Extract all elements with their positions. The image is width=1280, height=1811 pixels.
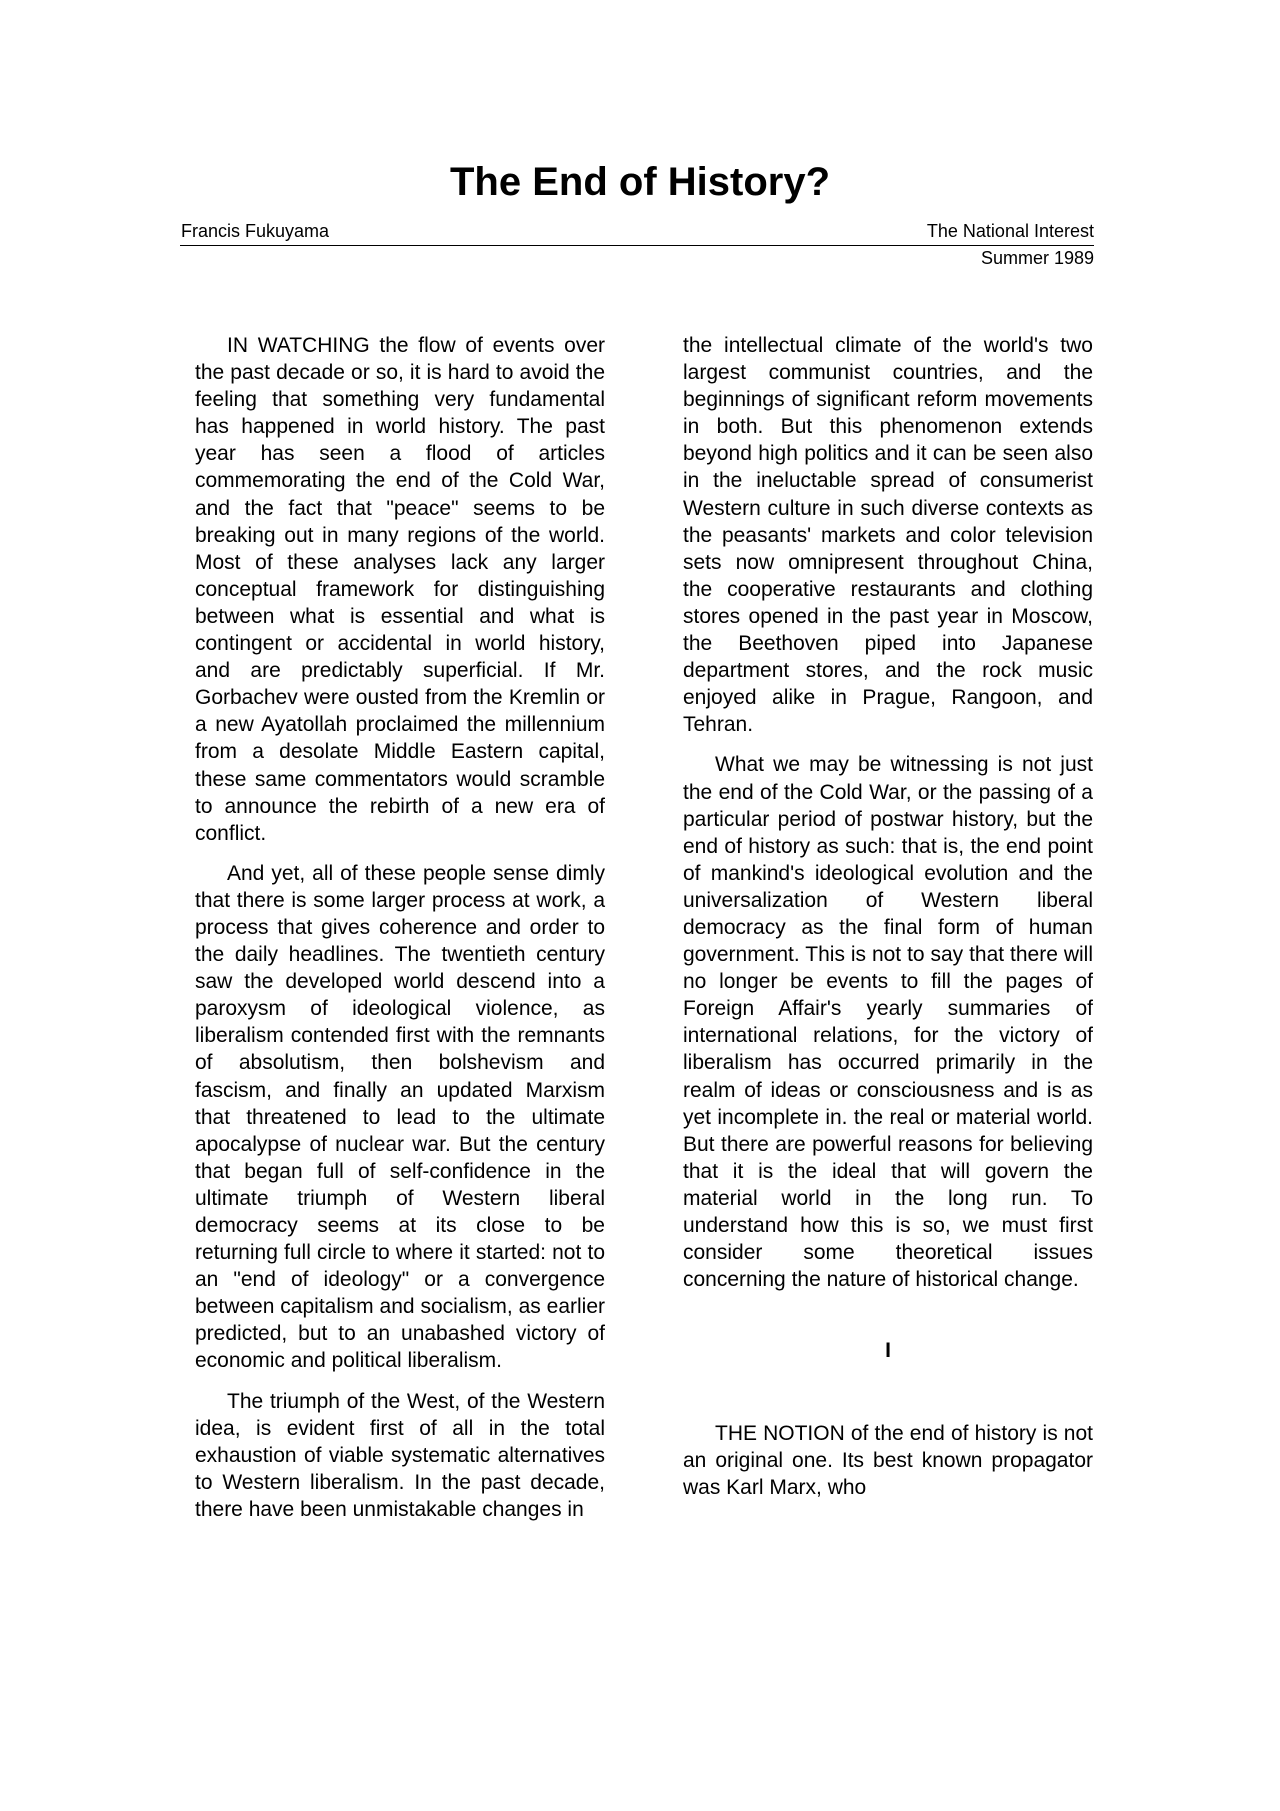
paragraph: What we may be witnessing is not just the end of the Cold War, or the passing of a particular period of postwar history, but the end of history as such: that is, the end point of mankind's ideological evolution and the universalization of Western liberal democracy as the final form of human government. This is not to say that there will no longer be events to fill the pages of Foreign Affair's yearly summaries of international relations, for the victory of liberalism has occurred primarily in the realm of ideas or consciousness and is as yet incomplete in. the real or material world. But there are powerful reasons for believing that it is the ideal that will govern the material world in the long run. To understand how this is so, we must first consider some theoretical issues concerning the nature of historical change.	[683, 753, 1093, 1292]
paragraph: IN WATCHING the flow of events over the past decade or so, it is hard to avoid the feeling that something very fundamental has happened in world history. The past year has seen a flood of articles commemorating the end of the Cold War, and the fact that "peace" seems to be breaking out in many regions of the world. Most of these analyses lack any larger conceptual framework for distinguishing between what is essential and what is contingent or accidental in world history, and are predictably superficial. If Mr. Gorbachev were ousted from the Kremlin or a new Ayatollah proclaimed the millennium from a desolate Middle Eastern capital, these same commentators would scramble to announce the rebirth of a new era of conflict.	[195, 334, 605, 845]
publication-date: Summer 1989	[980, 248, 1094, 268]
right-column	[683, 332, 1093, 1515]
author-name: Francis Fukuyama	[181, 221, 330, 241]
paragraph: The triumph of the West, of the Western idea, is evident first of all in the total exhaustion of viable systematic alternatives to Western liberalism. In the past decade, there have been unmistakable changes in	[195, 1389, 605, 1521]
paragraph: the intellectual climate of the world's two largest communist countries, and the beginnings of significant reform movements in both. But this phenomenon extends beyond high politics and it can be seen also in the ineluctable spread of consumerist Western culture in such diverse contexts as the peasants' markets and color television sets now omnipresent throughout China, the cooperative restaurants and clothing stores opened in the past year in Moscow, the Beethoven piped into Japanese department stores, and the rock music enjoyed alike in Prague, Rangoon, and Tehran.	[683, 334, 1093, 737]
publication-name: The National Interest	[926, 221, 1094, 241]
header-rule	[180, 245, 1094, 246]
left-column	[195, 332, 605, 1536]
article-title: The End of History?	[450, 160, 830, 204]
paragraph: THE NOTION of the end of history is not an original one. Its best known propagator was Karl Marx, who	[683, 1422, 1093, 1500]
section-heading: I	[885, 1339, 891, 1363]
paragraph: And yet, all of these people sense dimly that there is some larger process at work, a process that gives coherence and order to the daily headlines. The twentieth century saw the developed world descend into a paroxysm of ideological violence, as liberalism contended first with the remnants of absolutism, then bolshevism and fascism, and finally an updated Marxism that threatened to lead to the ultimate apocalypse of nuclear war. But the century that began full of self-confidence in the ultimate triumph of Western liberal democracy seems at its close to be returning full circle to where it started: not to an "end of ideology" or a convergence between capitalism and socialism, as earlier predicted, but to an unabashed victory of economic and political liberalism.	[195, 861, 605, 1373]
